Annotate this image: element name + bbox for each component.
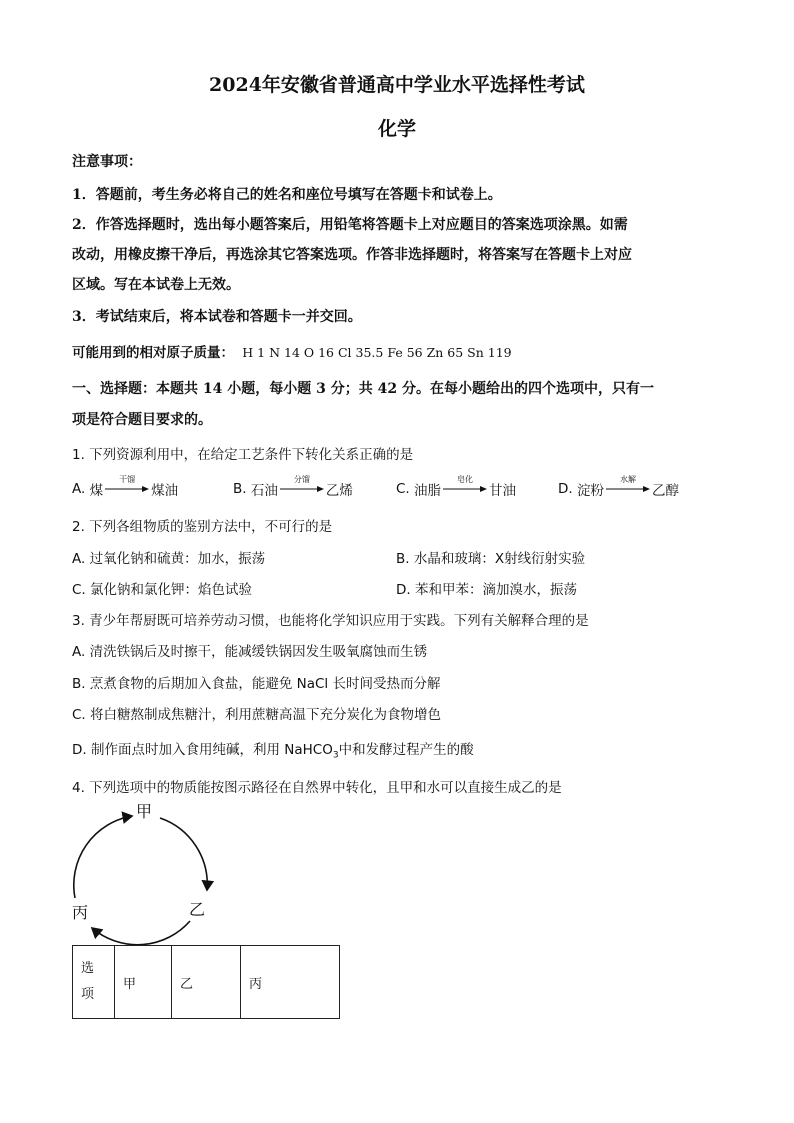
q1-option-d-from: 淀粉 <box>576 483 604 499</box>
q1-option-c-to: 甘油 <box>489 483 517 499</box>
q1-option-c-arrow <box>443 475 487 494</box>
q1-option-a-from: 煤 <box>89 483 104 499</box>
q1-option-a-letter: A. <box>72 481 86 497</box>
q3-option-d-pre: D. 制作面点时加入食用纯碱，利用 NaHCO <box>72 742 333 758</box>
notice-item-2-cont2: 区域。写在本试卷上无效。 <box>72 277 240 293</box>
cycle-arrow-bing-to-jia <box>74 816 132 898</box>
cycle-label-bing: 丙 <box>72 903 89 922</box>
q1-option-d-letter: D. <box>558 481 573 497</box>
table-header-jia: 甲 <box>115 946 172 1019</box>
q3-option-a[interactable]: A. 清洗铁锅后及时擦干，能减缓铁锅因发生吸氧腐蚀而生锈 <box>72 644 428 660</box>
q1-option-b[interactable] <box>233 475 353 499</box>
section1-line1: 一、选择题：本题共 14 小题，每小题 3 分；共 42 分。在每小题给出的四个选项中，只有一 <box>72 381 654 397</box>
q1-option-b-condition: 分馏 <box>293 475 310 484</box>
atomic-mass-values: H 1 N 14 O 16 Cl 35.5 Fe 56 Zn 65 Sn 119 <box>242 345 512 360</box>
q4-stem: 4. 下列选项中的物质能按图示路径在自然界中转化，且甲和水可以直接生成乙的是 <box>72 780 562 796</box>
q1-option-d-arrow <box>606 475 650 494</box>
q1-option-b-from: 石油 <box>250 483 278 499</box>
q3-option-c[interactable]: C. 将白糖熬制成焦糖汁，利用蔗糖高温下充分炭化为食物增色 <box>72 707 442 723</box>
q1-option-a[interactable] <box>72 475 179 499</box>
notice-heading: 注意事项： <box>72 154 142 170</box>
q1-option-d[interactable] <box>558 475 679 499</box>
table-header-yi: 乙 <box>172 946 241 1019</box>
q2-option-b[interactable]: B. 水晶和玻璃：X射线衍射实验 <box>396 551 586 567</box>
q2-option-c[interactable]: C. 氯化钠和氯化钾：焰色试验 <box>72 582 253 598</box>
q1-option-a-arrow <box>105 475 149 494</box>
q1-option-b-to: 乙烯 <box>325 483 353 499</box>
q3-option-d-post: 中和发酵过程产生的酸 <box>338 742 474 758</box>
q3-option-d[interactable] <box>72 738 474 761</box>
q3-option-b[interactable]: B. 烹煮食物的后期加入食盐，能避免 NaCl 长时间受热而分解 <box>72 676 441 692</box>
table-header-option-line1: 选 <box>81 961 95 976</box>
q1-option-c-condition: 皂化 <box>457 475 474 484</box>
q1-option-b-arrow <box>280 475 324 494</box>
atomic-mass-label: 可能用到的相对原子质量： <box>72 345 234 361</box>
q1-option-a-to: 煤油 <box>151 483 179 499</box>
cycle-arrow-yi-to-bing <box>92 921 190 945</box>
table-row <box>73 946 340 1019</box>
q3-option-d-sub: 3 <box>332 750 339 761</box>
q1-option-b-letter: B. <box>233 481 247 497</box>
q1-option-c[interactable] <box>396 475 517 499</box>
q2-option-a[interactable]: A. 过氧化钠和硫黄：加水，振荡 <box>72 551 266 567</box>
table-header-option <box>73 946 115 1019</box>
table-header-bing: 丙 <box>241 946 340 1019</box>
q1-stem: 1. 下列资源利用中，在给定工艺条件下转化关系正确的是 <box>72 447 414 463</box>
cycle-label-jia: 甲 <box>136 802 153 821</box>
atomic-mass-line <box>72 341 512 361</box>
q1-option-d-condition: 水解 <box>619 475 636 484</box>
q2-option-d[interactable]: D. 苯和甲苯：滴加溴水，振荡 <box>396 582 577 598</box>
q1-option-c-letter: C. <box>396 481 410 497</box>
notice-item-2-cont: 改动，用橡皮擦干净后，再选涂其它答案选项。作答非选择题时，将答案写在答题卡上对应 <box>72 247 632 263</box>
section1-line2: 项是符合题目要求的。 <box>72 412 212 428</box>
notice-item-2: 2．作答选择题时，选出每小题答案后，用铅笔将答题卡上对应题目的答案选项涂黑。如需 <box>72 217 628 233</box>
q2-stem: 2. 下列各组物质的鉴别方法中，不可行的是 <box>72 519 333 535</box>
cycle-arrow-jia-to-yi <box>160 818 207 890</box>
q1-option-c-from: 油脂 <box>414 483 442 499</box>
exam-title: 2024年安徽省普通高中学业水平选择性考试 <box>209 74 585 96</box>
subject-title: 化学 <box>377 118 416 140</box>
q1-option-a-condition: 干馏 <box>119 475 136 484</box>
q1-option-d-to: 乙醇 <box>651 483 679 499</box>
q4-options-table <box>72 945 340 1019</box>
notice-item-1: 1．答题前，考生务必将自己的姓名和座位号填写在答题卡和试卷上。 <box>72 187 502 203</box>
q3-stem: 3. 青少年帮厨既可培养劳动习惯，也能将化学知识应用于实践。下列有关解释合理的是 <box>72 613 589 629</box>
cycle-label-yi: 乙 <box>189 900 206 919</box>
table-header-option-line2: 项 <box>81 987 95 1002</box>
notice-item-3: 3．考试结束后，将本试卷和答题卡一并交回。 <box>72 309 362 325</box>
